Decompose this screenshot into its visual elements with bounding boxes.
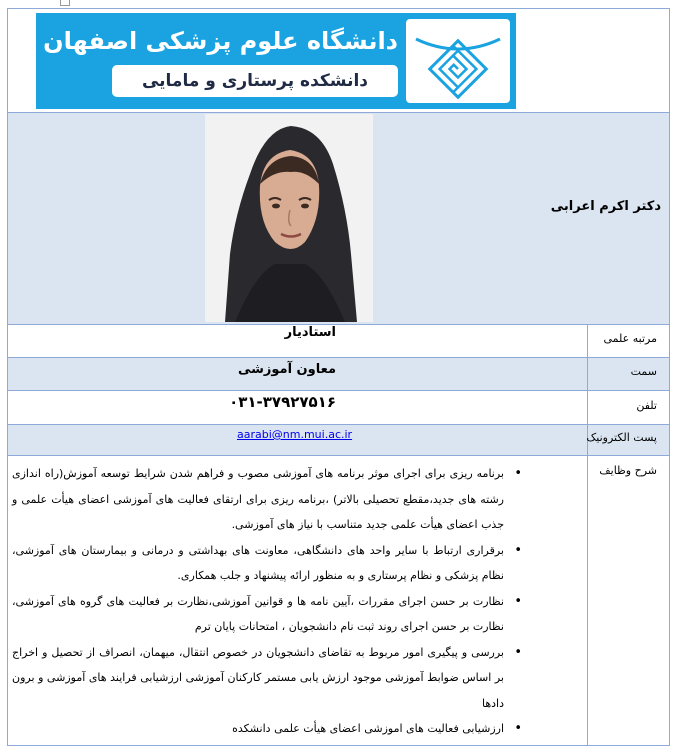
position-label: سمت: [630, 365, 657, 378]
duty-item: • بررسی و پیگیری امور مربوط به تقاضای دانشجویان در خصوص انتقال، میهمان، انصراف از تحصیل و اخراج بر اساس ضوابط آموزشی موجود ارزش یابی مستمر کارکنان آموزشی ارزشیابی فرایند های آموزشی و برون دادها: [12, 640, 504, 717]
person-name: دکتر اکرم اعرابی: [550, 199, 661, 214]
duty-item: • برقراری ارتباط با سایر واحد های دانشگاهی، معاونت های بهداشتی و درمانی و بیمارستان های آموزشی، نظام پزشکی و نظام پرستاری و به منظور ارائه پیشنهاد و جلب همکاری.: [12, 538, 504, 589]
duties-list: [12, 461, 526, 742]
position-value: معاون آموزشی: [237, 362, 336, 377]
duty-item: • ارزشیابی فعالیت های اموزشی اعضای هیأت علمی دانشکده: [12, 716, 504, 742]
profile-photo: [205, 114, 373, 322]
email-label: پست الکترونیک: [586, 431, 657, 444]
phone-value: ۰۳۱-۳۷۹۲۷۵۱۶: [229, 393, 336, 411]
photo-row: [8, 113, 669, 325]
duties-label: شرح وظایف: [599, 464, 657, 477]
banner-cell: [8, 9, 669, 113]
rank-label: مرتبه علمی: [603, 332, 657, 345]
rank-row: [8, 325, 669, 358]
portrait-image: [205, 114, 373, 322]
column-divider: [587, 391, 588, 424]
duty-item: • نظارت بر حسن اجرای مقررات ،آیین نامه ها و قوانین آموزشی،نظارت بر فعالیت های گروه های آموزشی، نظارت بر حسن اجرای روند ثبت نام دانشجویان ، امتحانات پایان ترم: [12, 589, 504, 640]
column-divider: [587, 358, 588, 390]
phone-row: [8, 391, 669, 425]
column-divider: [587, 456, 588, 746]
top-marker: [60, 0, 70, 6]
faculty-title: دانشکده پرستاری و مامایی: [112, 65, 398, 97]
phone-label: تلفن: [636, 399, 657, 412]
email-row: [8, 425, 669, 456]
university-banner: [36, 13, 516, 109]
logo-icon: [406, 19, 510, 103]
rank-value: استادیار: [284, 325, 336, 340]
column-divider: [587, 325, 588, 357]
email-link[interactable]: aarabi@nm.mui.ac.ir: [237, 428, 353, 441]
position-row: [8, 358, 669, 391]
duty-item: • برنامه ریزی برای اجرای موثر برنامه های آموزشی مصوب و فراهم شدن شرایط توسعه آموزش(راه اندازی رشته های جدید،مقطع تحصیلی بالاتر) ،برنامه ریزی برای ارتقای فعالیت های آموزشی اعضای هیأت علمی و جذب اعضای هیأت علمی جدید متناسب با نیاز های آموزشی.: [12, 461, 504, 538]
university-title: دانشگاه علوم پزشکی اصفهان: [43, 27, 398, 55]
university-logo: [406, 19, 510, 103]
